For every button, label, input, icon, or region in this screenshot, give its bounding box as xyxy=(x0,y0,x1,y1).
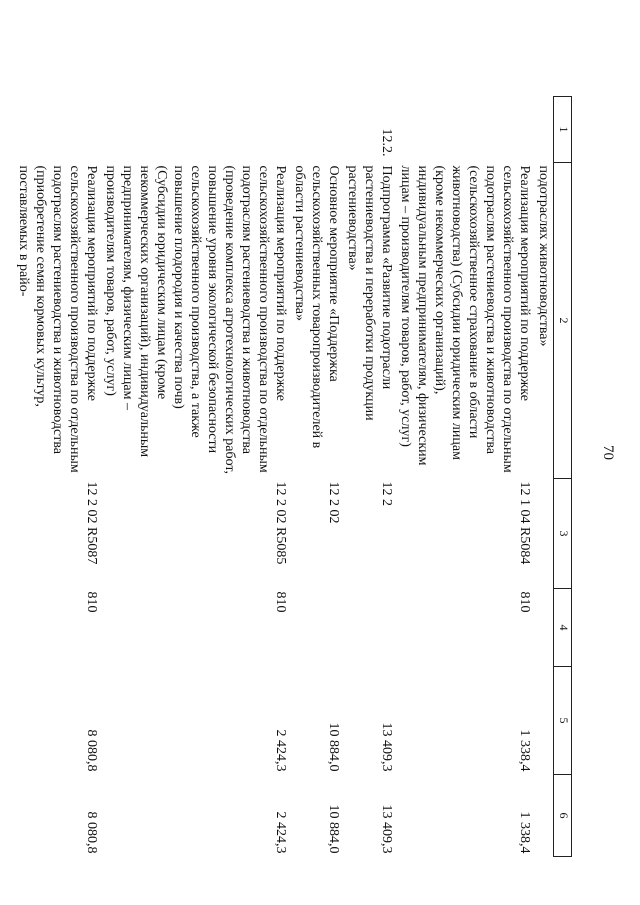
row-amount-1: 10 884,0 xyxy=(326,722,341,772)
row-amount-1: 2 424,3 xyxy=(273,729,288,772)
page-number: 70 xyxy=(600,445,616,460)
row-number: 12.2. xyxy=(379,128,394,157)
row-amount-2: 13 409,3 xyxy=(379,804,394,854)
row-amount-2: 2 424,3 xyxy=(273,811,288,854)
row-number xyxy=(535,97,554,163)
column-header: 3 xyxy=(554,479,572,589)
row-code: 12 2 02 R5087 xyxy=(84,481,99,565)
row-code: 12 1 04 R5084 xyxy=(517,481,532,565)
row-number xyxy=(397,97,535,163)
row-description: Реализация мероприятий по поддержке сельскохозяйственного производства по отдельным подотраслям растениеводства и животноводства (сельскохозяйственное страхование в области животноводства) (Субсидии юридическим лицам (кроме некоммерческих организаций), индивидуальным предпринимателям, физическим лицам – производителям товаров, работ, услуг) xyxy=(398,165,532,473)
row-description: Реализация мероприятий по поддержке сельскохозяйственного производства по отдельным подотраслям растениеводства и животноводства (приобретение семян кормовых культур, поставляемых в райо- xyxy=(16,165,99,473)
row-code: 12 2 02 R5085 xyxy=(273,481,288,565)
row-code: 12 2 xyxy=(379,481,394,506)
row-description: Подпрограмма «Развитие подотрасли растениеводства и переработки продукции растениеводства» xyxy=(345,165,394,421)
row-amount-1: 1 338,4 xyxy=(517,729,532,772)
row-amount-2: 10 884,0 xyxy=(326,804,341,854)
row-description: подотраслях животноводства» xyxy=(536,165,551,347)
column-header: 5 xyxy=(554,667,572,775)
table-row xyxy=(397,97,535,857)
row-amount-1: 13 409,3 xyxy=(379,722,394,772)
column-header: 6 xyxy=(554,775,572,857)
row-number xyxy=(291,97,344,163)
table-row xyxy=(291,97,344,857)
row-code xyxy=(535,479,554,589)
row-amount-2: 1 338,4 xyxy=(517,811,532,854)
row-code: 12 2 02 xyxy=(326,481,341,524)
table-row xyxy=(15,97,102,857)
row-description: Реализация мероприятий по поддержке сельскохозяйственного производства по отдельным подотраслям растениеводства и животноводства (проведение комплекса агротехнологических работ, повышение уровня экологической безопасности сельскохозяйственного производства, а также повышение плодородия и качества почв) (Субсидии юридическим лицам (кроме некоммерческих организаций), индивидуальным предпринимателям, физическим лицам – производителям товаров, работ, услуг) xyxy=(103,165,288,474)
table-header-row xyxy=(554,97,572,857)
row-amount-2 xyxy=(535,775,554,857)
column-header: 4 xyxy=(554,589,572,667)
table-row xyxy=(344,97,397,857)
row-description: Основное мероприятие «Поддержка сельскохозяйственных товаропроизводителей в области растениеводства» xyxy=(292,165,341,449)
row-amount-1 xyxy=(535,667,554,775)
table-row xyxy=(535,97,554,857)
row-amount-2: 8 080,8 xyxy=(84,811,99,854)
row-type xyxy=(291,589,344,667)
row-type: 810 xyxy=(273,591,288,613)
column-header: 1 xyxy=(554,97,572,163)
row-number xyxy=(102,97,291,163)
row-type xyxy=(535,589,554,667)
row-type: 810 xyxy=(517,591,532,613)
row-amount-1: 8 080,8 xyxy=(84,729,99,772)
column-header: 2 xyxy=(554,163,572,479)
row-type xyxy=(344,589,397,667)
row-number xyxy=(15,97,102,163)
row-type: 810 xyxy=(84,591,99,613)
table-row xyxy=(102,97,291,857)
budget-table xyxy=(15,96,572,857)
